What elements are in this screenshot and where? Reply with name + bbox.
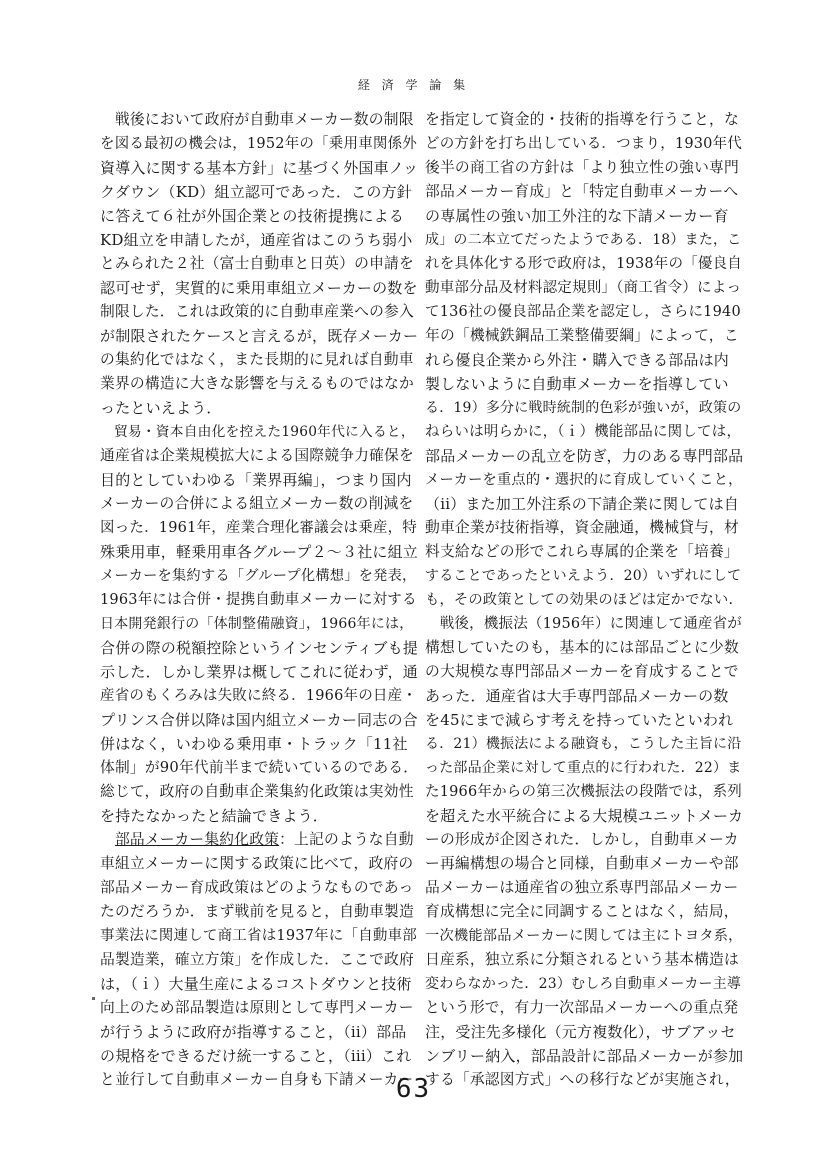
text-line: に答えて６社が外国企業との技術提携による xyxy=(100,207,405,225)
text-line: た1966年からの第三次機振法の段階では，系列 xyxy=(425,784,742,800)
text-line: が行うように政府が指導すること，（ii）部品 xyxy=(100,1023,407,1041)
text-line: 向上のため部品製造は原則として専門メーカー xyxy=(100,999,414,1016)
text-line: 部品メーカーの乱立を防ぎ，力のある専門部品 xyxy=(425,447,743,465)
text-line: メーカーを集約する「グループ化構想」を発表， xyxy=(100,568,417,584)
text-line: る．21）機振法による融資も，こうした主旨に沿 xyxy=(425,736,742,752)
text-line: 戦後において政府が自動車メーカー数の制限 xyxy=(100,111,414,128)
text-line: った部品企業に対して重点的に行われた．22）ま xyxy=(425,760,742,776)
text-line: 部品メーカー育成」と「特定自動車メーカーへ xyxy=(425,183,739,200)
text-line: を指定して資金的・技術的指導を行うこと，な xyxy=(425,111,739,128)
text-line: メーカーを重点的・選択的に育成していくこと， xyxy=(425,472,743,488)
text-line: する「承認図方式」への移行などが実施され， xyxy=(425,1071,740,1088)
text-line: 日本開発銀行の「体制整備融資」，1966年には， xyxy=(100,616,414,632)
text-line: を持たなかったと結論できよう． xyxy=(100,807,329,825)
text-line: 動車企業が技術指導，資金融通，機械貸与，材 xyxy=(425,519,739,536)
text-line: と並行して自動車メーカー自身も下請メーカー xyxy=(100,1071,414,1088)
text-line: 一次機能部品メーカーに関しては主にトヨタ系， xyxy=(425,928,743,944)
text-line: KD組立を申請したが，通産省はこのうち弱小 xyxy=(100,231,413,249)
text-line: 注，受注先多様化（元方複数化），サブアッセ xyxy=(425,1023,736,1041)
text-line: ンブリー納入，部品設計に部品メーカーが参加 xyxy=(425,1047,743,1065)
right-text-column xyxy=(425,108,743,1092)
text-line: することであったといえよう．20）いずれにして xyxy=(425,568,742,584)
text-line: プリンス合併以降は国内組立メーカー同志の合 xyxy=(100,711,418,729)
text-line: ねらいは明らかに，（ｉ）機能部品に関しては， xyxy=(425,424,742,440)
text-line: 認可せず，実質的に乗用車組立メーカーの数を xyxy=(100,279,418,297)
text-line: 変わらなかった．23）むしろ自動車メーカー主導 xyxy=(425,976,742,992)
text-line: 業界の構造に大きな影響を与えるものではなか xyxy=(100,375,414,392)
text-line: ーの形成が企図された．しかし，自動車メーカ xyxy=(425,831,739,848)
text-line: れら優良企業から外注・購入できる部品は内 xyxy=(425,351,730,369)
text-line: ー再編構想の場合と同様，自動車メーカーや部 xyxy=(425,855,739,872)
text-line: 育成構想に完全に同調することはなく，結局， xyxy=(425,903,739,920)
text-line: 部品メーカー集約化政策：上記のような自動 xyxy=(114,831,414,848)
text-line: れを具体化する形で政府は，1938年の「優良自 xyxy=(425,256,742,272)
text-line: 車組立メーカーに関する政策に比べて，政府の xyxy=(100,855,414,872)
text-line: どの方針を打ち出している．つまり，1930年代 xyxy=(425,136,742,152)
margin-mark xyxy=(92,997,95,1000)
text-line: 後半の商工省の方針は「より独立性の強い専門 xyxy=(425,159,739,176)
text-line: 体制」が90年代前半まで続いているのである． xyxy=(100,759,418,776)
text-line: 殊乗用車，軽乗用車各グループ２～３社に組立 xyxy=(100,543,418,561)
text-line: 総じて，政府の自動車企業集約化政策は実効性 xyxy=(100,783,414,800)
text-line: 図った．1961年，産業合理化審議会は乗産，特 xyxy=(100,520,417,536)
text-line: の規格をできるだけ統一すること，（iii）これ xyxy=(100,1047,412,1065)
text-line: とみられた２社（富士自動車と日英）の申請を xyxy=(100,255,414,272)
running-header: 経 済 学 論 集 xyxy=(357,78,470,92)
page-number: 63 xyxy=(395,1074,432,1104)
text-line: を超えた水平統合による大規模ユニットメーカ xyxy=(425,807,743,825)
text-line: が制限されたケースと言えるが，既存メーカー xyxy=(100,327,418,345)
text-line: 品製造業，確立方策」を作成した．ここで政府 xyxy=(100,951,414,968)
text-line: 合併の際の税額控除というインセンティブも提 xyxy=(100,639,418,657)
section-heading: 部品メーカー集約化政策 xyxy=(114,831,280,848)
text-line: 料支給などの形でこれら専属的企業を「培養」 xyxy=(425,543,739,560)
text-line: 構想していたのも，基本的には部品ごとに少数 xyxy=(425,639,739,656)
text-line: て136社の優良部品企業を認定し，さらに1940 xyxy=(425,304,741,320)
text-line: を図る最初の機会は，1952年の「乗用車関係外 xyxy=(100,136,417,152)
text-line: 動車部分品及材料認定規則」（商工省令）によっ xyxy=(425,280,742,296)
text-line: は，（ｉ）大量生産によるコストダウンと技術 xyxy=(100,975,412,993)
text-line: 製しないように自動車メーカーを指導してい xyxy=(425,375,729,393)
text-line: 産省のもくろみは失敗に終る．1966年の日産・ xyxy=(100,688,417,704)
text-line: たのだろうか．まず戦前を見ると，自動車製造 xyxy=(100,903,414,920)
text-line: 1963年には合併・提携自動車メーカーに対する xyxy=(100,592,417,608)
text-line: ったといえよう． xyxy=(100,399,222,417)
text-line: 日産系，独立系に分類されるという基本構造は xyxy=(425,951,739,968)
text-line: メーカーの合併による組立メーカー数の削減を xyxy=(100,495,414,512)
text-line: 部品メーカー育成政策はどのようなものであっ xyxy=(100,879,414,896)
text-line: の集約化ではなく，また長期的に見れば自動車 xyxy=(100,351,414,368)
left-text-column xyxy=(100,108,418,1092)
text-line: 品メーカーは通産省の独立系専門部品メーカー xyxy=(425,879,739,896)
text-line: 貿易・資本自由化を控えた1960年代に入ると， xyxy=(100,424,415,440)
text-line: 示した．しかし業界は概してこれに従わず，通 xyxy=(100,663,418,681)
text-line: 戦後，機振法（1956年）に関連して通産省が xyxy=(425,616,742,632)
text-line: を45にまで減らす考えを持っていたといわれ xyxy=(425,711,734,729)
text-line: 目的としていわゆる「業界再編」，つまり国内 xyxy=(100,471,412,489)
text-line: の大規模な専門部品メーカーを育成することで xyxy=(425,663,739,680)
text-line: の専属性の強い加工外注的な下請メーカー育 xyxy=(425,207,729,225)
text-line: も，その政策としての効果のほどは定かでない． xyxy=(425,592,743,608)
text-line: 事業法に関連して商工省は1937年に「自動車部 xyxy=(100,928,417,944)
text-line: という形で，有力一次部品メーカーへの重点発 xyxy=(425,999,739,1016)
text-line: クダウン（KD）組立認可であった．この方針 xyxy=(100,183,412,201)
text-line: 資導入に関する基本方針」に基づく外国車ノッ xyxy=(100,159,418,177)
text-line: 成」の二本立てだったようである．18）また，こ xyxy=(425,232,742,248)
text-line: 併はなく，いわゆる乗用車・トラック「11社 xyxy=(100,735,408,753)
text-line: る．19）多分に戦時統制的色彩が強いが，政策の xyxy=(425,400,742,416)
text-line: あった．通産省は大手専門部品メーカーの数 xyxy=(425,687,729,705)
text-line: （ii）また加工外注系の下請企業に関しては自 xyxy=(425,495,739,513)
text-line: 年の「機械鉄鋼品工業整備要綱」によって，こ xyxy=(425,327,739,344)
text-line: 制限した．これは政策的に自動車産業への参入 xyxy=(100,303,414,320)
text-line: 通産省は企業規模拡大による国際競争力確保を xyxy=(100,447,414,464)
